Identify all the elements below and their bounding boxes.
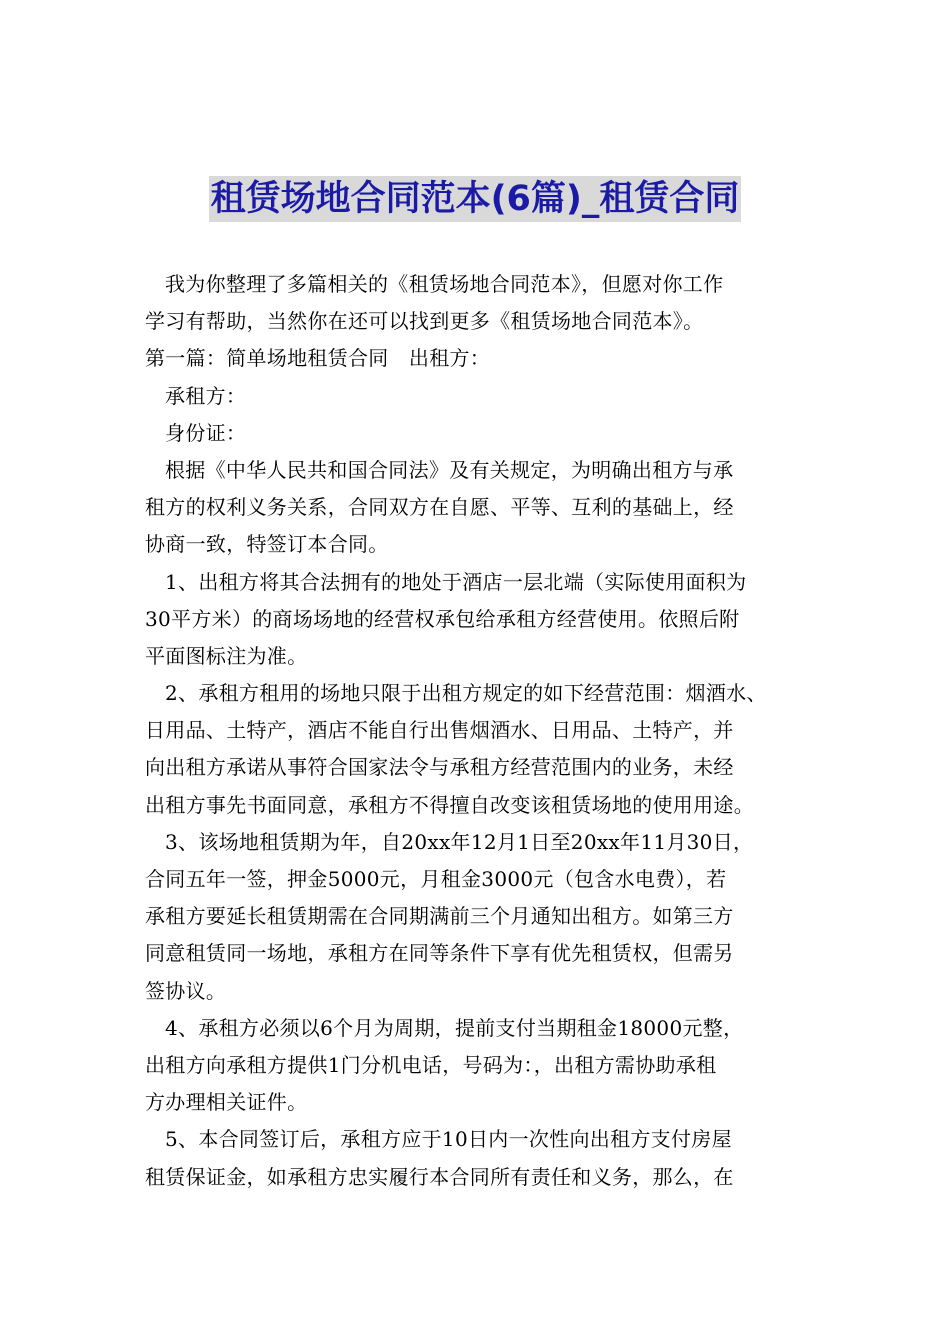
paragraph-line: 2、承租方租用的场地只限于出租方规定的如下经营范围：烟酒水、 bbox=[165, 681, 767, 706]
paragraph-line: 学习有帮助，当然你在还可以找到更多《租赁场地合同范本》。 bbox=[145, 309, 704, 334]
document-title: 租赁场地合同范本(6篇)_租赁合同 bbox=[209, 176, 742, 222]
document-body bbox=[145, 266, 810, 1196]
paragraph-line: 出租方事先书面同意，承租方不得擅自改变该租赁场地的使用用途。 bbox=[145, 792, 754, 817]
paragraph-line: 5、本合同签订后，承租方应于10日内一次性向出租方支付房屋 bbox=[165, 1127, 732, 1152]
paragraph-line: 30平方米）的商场场地的经营权承包给承租方经营使用。依照后附 bbox=[145, 606, 740, 631]
paragraph-line: 3、该场地租赁期为年，自20xx年12月1日至20xx年11月30日， bbox=[165, 829, 754, 854]
section-heading: 第一篇：简单场地租赁合同 出租方： bbox=[145, 346, 491, 371]
paragraph-line: 4、承租方必须以6个月为周期，提前支付当期租金18000元整， bbox=[165, 1015, 744, 1040]
paragraph-line: 合同五年一签，押金5000元，月租金3000元（包含水电费），若 bbox=[145, 867, 727, 891]
paragraph-line: 平面图标注为准。 bbox=[145, 643, 308, 668]
paragraph-line: 承租方： bbox=[165, 383, 247, 408]
paragraph-line: 向出租方承诺从事符合国家法令与承租方经营范围内的业务，未经 bbox=[145, 755, 734, 780]
paragraph-line: 身份证： bbox=[165, 420, 247, 445]
title-container bbox=[0, 176, 950, 222]
paragraph-line: 日用品、土特产，酒店不能自行出售烟酒水、日用品、土特产，并 bbox=[145, 718, 734, 743]
paragraph-line: 租方的权利义务关系，合同双方在自愿、平等、互利的基础上，经 bbox=[145, 495, 734, 520]
paragraph-line: 方办理相关证件。 bbox=[145, 1090, 308, 1115]
paragraph-line: 签协议。 bbox=[145, 978, 227, 1003]
paragraph-line: 出租方向承租方提供1门分机电话，号码为：，出租方需协助承租 bbox=[145, 1052, 717, 1077]
paragraph-line: 承租方要延长租赁期需在合同期满前三个月通知出租方。如第三方 bbox=[145, 904, 734, 929]
paragraph-line: 1、出租方将其合法拥有的地处于酒店一层北端（实际使用面积为 bbox=[165, 569, 747, 594]
paragraph-line: 协商一致，特签订本合同。 bbox=[145, 532, 389, 557]
paragraph-line: 同意租赁同一场地，承租方在同等条件下享有优先租赁权，但需另 bbox=[145, 941, 734, 966]
paragraph-line: 租赁保证金，如承租方忠实履行本合同所有责任和义务，那么，在 bbox=[145, 1164, 734, 1189]
paragraph-line: 我为你整理了多篇相关的《租赁场地合同范本》，但愿对你工作 bbox=[165, 272, 724, 296]
paragraph-line: 根据《中华人民共和国合同法》及有关规定，为明确出租方与承 bbox=[165, 457, 734, 482]
